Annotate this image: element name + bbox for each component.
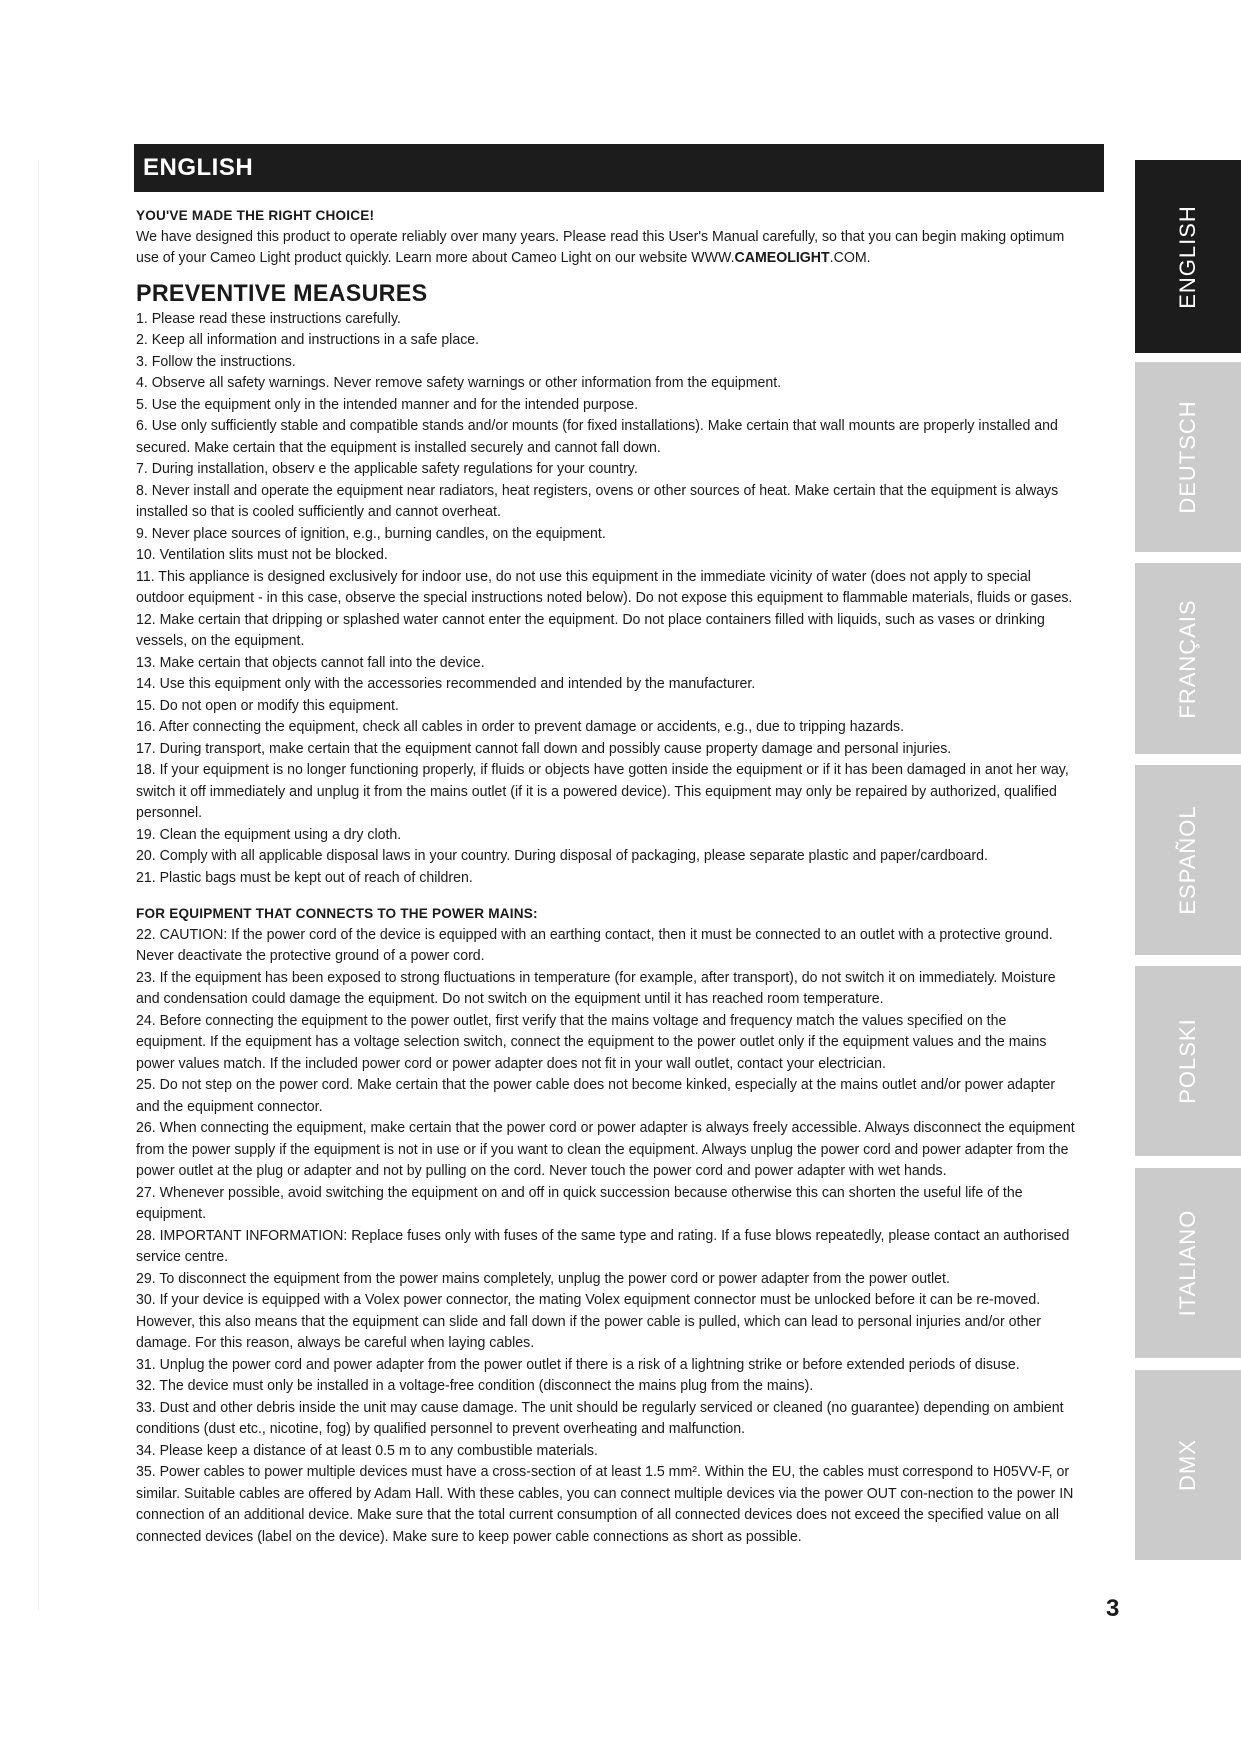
intro-text	[136, 227, 1077, 270]
list-item: 12. Make certain that dripping or splashed water cannot enter the equipment. Do not place containers filled with liquids, such as vases or drinking vessels, on the equipment.	[136, 611, 1045, 649]
page-content	[136, 205, 1077, 1548]
list-item: 8. Never install and operate the equipment near radiators, heat registers, ovens or other sources of heat. Make certain that the equipment is always installed so that is cooled sufficiently and cannot overheat.	[136, 482, 1059, 520]
list-item: 21. Plastic bags must be kept out of reach of children.	[136, 869, 473, 886]
tab-italiano-label: ITALIANO	[1175, 1209, 1200, 1317]
list-item: 24. Before connecting the equipment to the power outlet, first verify that the mains voltage and frequency match the values specified on the equipment. If the equipment has a voltage selection switch, connect the equipment to the power outlet only if the equipment values and the mains power values match. If the included power cord or power adapter does not fit in your wall outlet, contact your electrician.	[136, 1012, 1047, 1072]
margin-rule	[38, 160, 39, 1610]
list-item: 17. During transport, make certain that the equipment cannot fall down and possibly cause property damage and personal injuries.	[136, 740, 952, 757]
list-item: 25. Do not step on the power cord. Make certain that the power cable does not become kinked, especially at the mains outlet and/or power adapter and the equipment connector.	[136, 1077, 1056, 1115]
tab-polski-label: POLSKI	[1175, 1018, 1200, 1104]
list-item: 15. Do not open or modify this equipment.	[136, 697, 399, 714]
intro-text-end: .COM.	[829, 250, 871, 266]
list-item: 33. Dust and other debris inside the unit may cause damage. The unit should be regularly serviced or cleaned (no guarantee) depending on ambient conditions (dust etc., nicotine, fog) by qualified personnel to prevent overheating and malfunction.	[136, 1399, 1064, 1437]
list-item: 34. Please keep a distance of at least 0.5 m to any combustible materials.	[136, 1442, 598, 1459]
list-item: 7. During installation, observ e the applicable safety regulations for your country.	[136, 461, 638, 477]
list-item: 35. Power cables to power multiple devices must have a cross-section of at least 1.5 mm². Within the EU, the cables must correspond to H05VV-F, or similar. Suitable cables are offered by Adam Hall. With these cables, you can connect multiple devices via the power OUT con-nection to the power IN connection of an additional device. Make sure that the total current consumption of all connected devices does not exceed the specified value on all connected devices (label on the device). Make sure to keep power cable connections as short as possible.	[136, 1464, 1074, 1545]
list-item: 20. Comply with all applicable disposal laws in your country. During disposal of packaging, please separate plastic and paper/cardboard.	[136, 848, 988, 864]
page-number: 3	[1106, 1595, 1120, 1622]
tab-english[interactable]	[1135, 160, 1241, 353]
tab-polski[interactable]	[1135, 966, 1241, 1156]
tab-francais-label: FRANÇAIS	[1175, 598, 1200, 719]
tab-deutsch[interactable]	[1135, 362, 1241, 552]
list-item: 1. Please read these instructions carefully.	[136, 310, 401, 327]
list-item: 30. If your device is equipped with a Volex power connector, the mating Volex equipment connector must be unlocked before it can be re-moved. However, this also means that the equipment can slide and fall down if the power cable is pulled, which can lead to personal injuries and/or other damage. For this reason, always be careful when laying cables.	[136, 1292, 1041, 1351]
list-item: 29. To disconnect the equipment from the power mains completely, unplug the power cord or power adapter from the power outlet.	[136, 1270, 950, 1287]
list-item: 3. Follow the instructions.	[136, 353, 296, 370]
list-item: 23. If the equipment has been exposed to strong fluctuations in temperature (for example, after transport), do not switch it on immediately. Moisture and condensation could damage the equipment. Do not switch on the equipment until it has reached room temperature.	[136, 969, 1056, 1007]
tab-english-label: ENGLISH	[1175, 204, 1200, 309]
list-item: 32. The device must only be installed in a voltage-free condition (disconnect the mains plug from the mains).	[136, 1378, 814, 1394]
list-item: 4. Observe all safety warnings. Never remove safety warnings or other information from the equipment.	[136, 375, 782, 391]
list-item: 5. Use the equipment only in the intended manner and for the intended purpose.	[136, 396, 639, 413]
tab-espanol-label: ESPAÑOL	[1175, 805, 1200, 915]
tab-deutsch-label: DEUTSCH	[1175, 400, 1200, 514]
list-item: 11. This appliance is designed exclusively for indoor use, do not use this equipment in the immediate vicinity of water (does not apply to special outdoor equipment - in this case, observe the special instructions noted below). Do not expose this equipment to flammable materials, fluids or gases.	[136, 568, 1073, 606]
list-item: 19. Clean the equipment using a dry cloth.	[136, 826, 402, 843]
tab-francais[interactable]	[1135, 563, 1241, 754]
list-item: 31. Unplug the power cord and power adapter from the power outlet if there is a risk of a lightning strike or before extended periods of disuse.	[136, 1356, 1020, 1373]
tab-italiano[interactable]	[1135, 1168, 1241, 1358]
list-item: 27. Whenever possible, avoid switching the equipment on and off in quick succession because otherwise this can shorten the useful life of the equipment.	[136, 1184, 1023, 1222]
mains-heading: FOR EQUIPMENT THAT CONNECTS TO THE POWER MAINS:	[136, 905, 538, 921]
language-header: ENGLISH	[134, 144, 1104, 192]
preventive-list	[136, 309, 1077, 890]
preventive-heading: PREVENTIVE MEASURES	[136, 279, 428, 307]
list-item: 9. Never place sources of ignition, e.g., burning candles, on the equipment.	[136, 525, 606, 542]
website-brand: CAMEOLIGHT	[734, 250, 830, 266]
list-item: 16. After connecting the equipment, check all cables in order to prevent damage or accidents, e.g., due to tripping hazards.	[136, 719, 905, 735]
list-item: 22. CAUTION: If the power cord of the device is equipped with an earthing contact, then it must be connected to an outlet with a protective ground. Never deactivate the protective ground of a power cord.	[136, 926, 1053, 964]
list-item: 26. When connecting the equipment, make certain that the power cord or power adapter is always freely accessible. Always disconnect the equipment from the power supply if the equipment is not in use or if you want to clean the equipment. Always unplug the power cord and power adapter from the power outlet at the plug or adapter and not by pulling on the cord. Never touch the power cord and power adapter with wet hands.	[136, 1120, 1075, 1179]
mains-list	[136, 925, 1077, 1549]
tab-espanol[interactable]	[1135, 765, 1241, 955]
list-item: 6. Use only sufficiently stable and compatible stands and/or mounts (for fixed installations). Make certain that wall mounts are properly installed and secured. Make certain that the equipment is installed securely and cannot fall down.	[136, 418, 1058, 456]
intro-title: YOU'VE MADE THE RIGHT CHOICE!	[136, 207, 375, 223]
list-item: 18. If your equipment is no longer functioning properly, if fluids or objects have gotten inside the equipment or if it has been damaged in anot her way, switch it off immediately and unplug it from the mains outlet (if it is a powered device). This equipment may only be repaired by authorized, qualified personnel.	[136, 762, 1069, 821]
list-item: 2. Keep all information and instructions in a safe place.	[136, 332, 480, 348]
tab-dmx-label: DMX	[1175, 1439, 1200, 1491]
list-item: 10. Ventilation slits must not be blocked.	[136, 547, 388, 563]
list-item: 13. Make certain that objects cannot fall into the device.	[136, 654, 485, 671]
list-item: 28. IMPORTANT INFORMATION: Replace fuses only with fuses of the same type and rating. If a fuse blows repeatedly, please contact an authorised service centre.	[136, 1227, 1070, 1265]
list-item: 14. Use this equipment only with the accessories recommended and intended by the manufacturer.	[136, 676, 756, 692]
intro-text-start: We have designed this product to operate reliably over many years. Please read this User's Manual carefully, so that you can begin making optimum use of your Cameo Light product quickly. Learn more about Cameo Light on our website WWW.	[136, 228, 1065, 266]
tab-dmx[interactable]	[1135, 1370, 1241, 1560]
